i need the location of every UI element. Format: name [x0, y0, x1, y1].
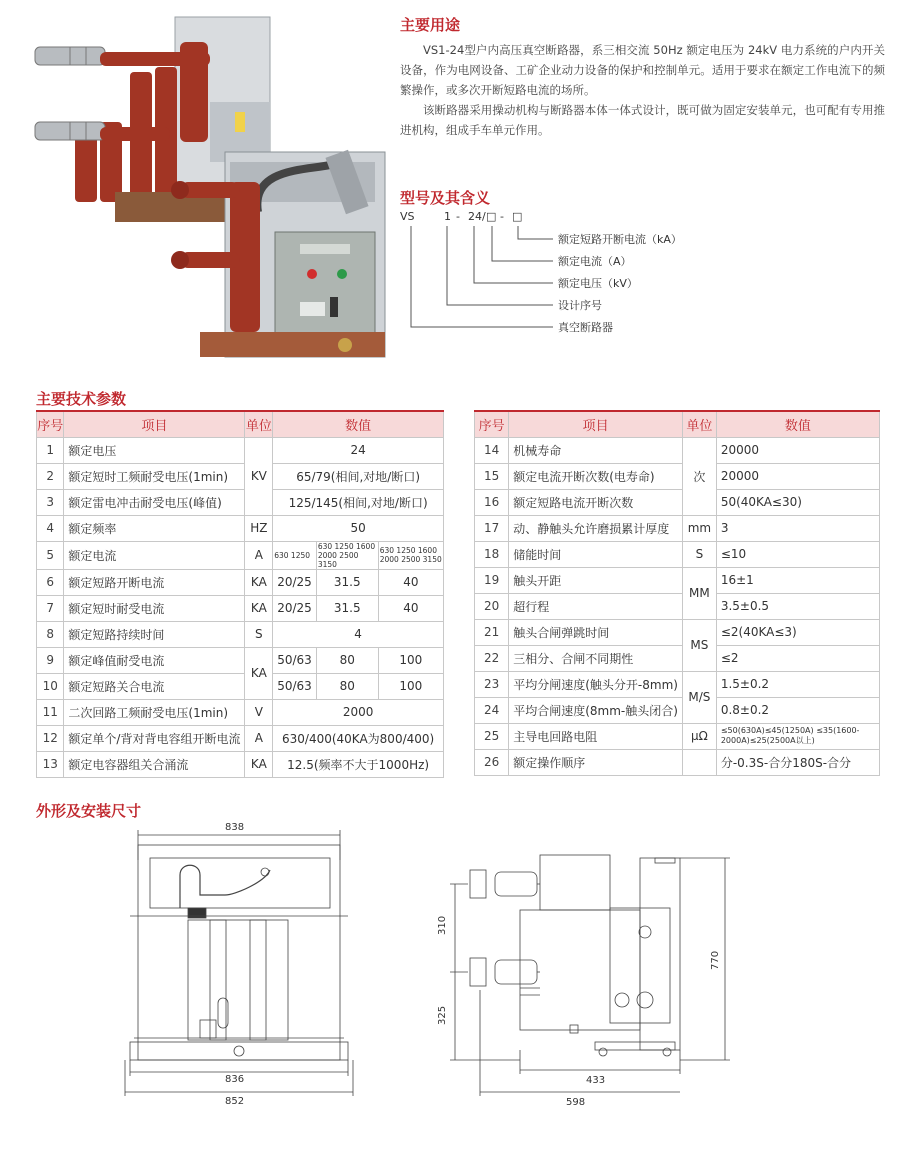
row-no: 6 — [37, 569, 64, 595]
row-unit: HZ — [245, 515, 273, 541]
row-no: 23 — [475, 671, 509, 697]
row-value-1: 20/25 — [273, 569, 317, 595]
row-no: 25 — [475, 723, 509, 749]
row-item: 额定频率 — [64, 515, 245, 541]
row-value-2: 31.5 — [316, 595, 378, 621]
row-item: 主导电回路电阻 — [509, 723, 683, 749]
row-item: 三相分、合闸不同期性 — [509, 645, 683, 671]
row-item: 额定短时工频耐受电压(1min) — [64, 463, 245, 489]
row-value: 65/79(相间,对地/断口) — [273, 463, 444, 489]
row-no: 14 — [475, 437, 509, 463]
row-no: 1 — [37, 437, 64, 463]
row-no: 8 — [37, 621, 64, 647]
row-unit — [682, 749, 716, 775]
row-item: 额定峰值耐受电流 — [64, 647, 245, 673]
row-no: 21 — [475, 619, 509, 645]
table-row — [475, 437, 880, 463]
row-no: 24 — [475, 697, 509, 723]
row-value: 16±1 — [716, 567, 879, 593]
col-header-value: 数值 — [273, 411, 444, 437]
code-dash-2: - — [500, 210, 504, 223]
row-unit: A — [245, 541, 273, 569]
row-no: 11 — [37, 699, 64, 725]
dim-side-770: 770 — [710, 950, 721, 970]
row-value-3: 100 — [378, 673, 443, 699]
row-unit: V — [245, 699, 273, 725]
row-item: 平均分闸速度(触头分开-8mm) — [509, 671, 683, 697]
table-row — [37, 621, 444, 647]
dim-side-598: 598 — [566, 1097, 586, 1108]
model-code-diagram — [398, 206, 728, 336]
col-header-item: 项目 — [509, 411, 683, 437]
table-row — [37, 725, 444, 751]
table-row — [37, 595, 444, 621]
dim-front-outer: 852 — [225, 1096, 245, 1107]
specs-title: 主要技术参数 — [36, 390, 127, 408]
row-value: 1.5±0.2 — [716, 671, 879, 697]
row-item: 动、静触头允许磨损累计厚度 — [509, 515, 683, 541]
row-item: 额定雷电冲击耐受电压(峰值) — [64, 489, 245, 515]
row-no: 15 — [475, 463, 509, 489]
row-value: ≤2 — [716, 645, 879, 671]
row-item: 超行程 — [509, 593, 683, 619]
row-value: 24 — [273, 437, 444, 463]
row-value-1: 50/63 — [273, 647, 317, 673]
code-vs: VS — [400, 210, 415, 223]
row-item: 额定短路电流开断次数 — [509, 489, 683, 515]
row-no: 7 — [37, 595, 64, 621]
spec-table-right — [474, 410, 880, 776]
row-no: 16 — [475, 489, 509, 515]
row-item: 储能时间 — [509, 541, 683, 567]
row-unit: 次 — [682, 437, 716, 515]
row-value: 50(40KA≤30) — [716, 489, 879, 515]
dim-front-top: 838 — [225, 822, 245, 833]
model-title: 型号及其含义 — [400, 189, 491, 207]
row-value: 125/145(相间,对地/断口) — [273, 489, 444, 515]
row-no: 26 — [475, 749, 509, 775]
row-value-2: 80 — [316, 647, 378, 673]
table-row — [37, 569, 444, 595]
code-box-breaking: □ — [512, 210, 523, 223]
table-row — [37, 463, 444, 489]
code-dash-1: - — [456, 210, 460, 223]
row-item: 额定单个/背对背电容组开断电流 — [64, 725, 245, 751]
row-unit: M/S — [682, 671, 716, 723]
table-row — [475, 645, 880, 671]
dim-side-310: 310 — [437, 915, 448, 935]
row-item: 额定短时耐受电流 — [64, 595, 245, 621]
row-no: 4 — [37, 515, 64, 541]
row-value-3: 630 1250 1600 2000 2500 3150 — [378, 541, 443, 569]
row-no: 20 — [475, 593, 509, 619]
row-no: 19 — [475, 567, 509, 593]
col-header-no: 序号 — [475, 411, 509, 437]
table-row — [475, 749, 880, 775]
row-value: 20000 — [716, 437, 879, 463]
table-row — [37, 541, 444, 569]
row-value-1: 50/63 — [273, 673, 317, 699]
row-no: 13 — [37, 751, 64, 777]
row-value: 0.8±0.2 — [716, 697, 879, 723]
dims-title: 外形及安装尺寸 — [36, 802, 142, 820]
row-value: ≤2(40KA≤3) — [716, 619, 879, 645]
row-unit: S — [245, 621, 273, 647]
dimension-drawing — [100, 820, 860, 1135]
table-row — [475, 567, 880, 593]
row-value: 4 — [273, 621, 444, 647]
model-label-current: 额定电流（A） — [558, 255, 632, 268]
row-no: 9 — [37, 647, 64, 673]
row-unit: KA — [245, 751, 273, 777]
row-value-1: 630 1250 — [273, 541, 317, 569]
row-unit: S — [682, 541, 716, 567]
row-no: 17 — [475, 515, 509, 541]
model-label-breaking: 额定短路开断电流（kA） — [558, 233, 682, 246]
spec-table-left — [36, 410, 444, 778]
row-item: 额定短路持续时间 — [64, 621, 245, 647]
table-row — [475, 593, 880, 619]
row-unit: MM — [682, 567, 716, 619]
code-voltage: 24/ — [468, 210, 486, 223]
row-no: 18 — [475, 541, 509, 567]
row-item: 二次回路工频耐受电压(1min) — [64, 699, 245, 725]
row-item: 额定电流开断次数(电寿命) — [509, 463, 683, 489]
table-row — [37, 489, 444, 515]
table-row — [475, 515, 880, 541]
row-item: 机械寿命 — [509, 437, 683, 463]
row-value: ≤10 — [716, 541, 879, 567]
row-value-3: 40 — [378, 595, 443, 621]
row-item: 平均合闸速度(8mm-触头闭合) — [509, 697, 683, 723]
row-unit: KV — [245, 437, 273, 515]
dim-side-325: 325 — [437, 1005, 448, 1025]
dim-side-433: 433 — [586, 1075, 606, 1086]
row-value: 3 — [716, 515, 879, 541]
table-row — [37, 751, 444, 777]
row-unit: KA — [245, 595, 273, 621]
row-value: 3.5±0.5 — [716, 593, 879, 619]
row-item: 触头合闸弹跳时间 — [509, 619, 683, 645]
col-header-value: 数值 — [716, 411, 879, 437]
row-value-2: 80 — [316, 673, 378, 699]
table-row — [475, 723, 880, 749]
model-label-voltage: 额定电压（kV） — [558, 277, 638, 290]
table-row — [37, 437, 444, 463]
row-no: 12 — [37, 725, 64, 751]
table-row — [37, 673, 444, 699]
table-row — [475, 489, 880, 515]
row-value-3: 100 — [378, 647, 443, 673]
table-row — [475, 541, 880, 567]
row-item: 额定电流 — [64, 541, 245, 569]
product-photo — [30, 12, 395, 362]
table-row — [37, 699, 444, 725]
row-item: 额定操作顺序 — [509, 749, 683, 775]
usage-title: 主要用途 — [400, 16, 461, 34]
row-no: 22 — [475, 645, 509, 671]
row-no: 3 — [37, 489, 64, 515]
model-label-design: 设计序号 — [558, 299, 602, 312]
row-unit: μΩ — [682, 723, 716, 749]
col-header-unit: 单位 — [682, 411, 716, 437]
code-design: 1 — [444, 210, 451, 223]
row-value-2: 630 1250 1600 2000 2500 3150 — [316, 541, 378, 569]
row-item: 额定电容器组关合涌流 — [64, 751, 245, 777]
row-value-1: 20/25 — [273, 595, 317, 621]
row-unit: KA — [245, 647, 273, 699]
col-header-unit: 单位 — [245, 411, 273, 437]
col-header-item: 项目 — [64, 411, 245, 437]
row-value: 20000 — [716, 463, 879, 489]
row-unit: KA — [245, 569, 273, 595]
row-value: ≤50(630A)≤45(1250A) ≤35(1600-2000A)≤25(2500A以上) — [716, 723, 879, 749]
row-value-2: 31.5 — [316, 569, 378, 595]
table-row — [475, 697, 880, 723]
dim-front-inner: 836 — [225, 1074, 245, 1085]
row-value: 50 — [273, 515, 444, 541]
model-label-vacuum: 真空断路器 — [558, 321, 613, 334]
row-unit: MS — [682, 619, 716, 671]
table-row — [37, 515, 444, 541]
row-value: 分-0.3S-合分180S-合分 — [716, 749, 879, 775]
table-row — [37, 647, 444, 673]
row-value: 12.5(频率不大于1000Hz) — [273, 751, 444, 777]
code-box-current: □ — [486, 210, 497, 223]
row-unit: mm — [682, 515, 716, 541]
row-value: 2000 — [273, 699, 444, 725]
table-row — [475, 619, 880, 645]
usage-paragraph-2: 该断路器采用操动机构与断路器本体一体式设计，既可做为固定安装单元，也可配有专用推进机构，组成手车单元作用。 — [400, 103, 885, 137]
row-no: 2 — [37, 463, 64, 489]
row-item: 触头开距 — [509, 567, 683, 593]
table-row — [475, 671, 880, 697]
col-header-no: 序号 — [37, 411, 64, 437]
table-row — [475, 463, 880, 489]
usage-paragraph-1: VS1-24型户内高压真空断路器，系三相交流 50Hz 额定电压为 24kV 电力系统的户内开关设备，作为电网设备、工矿企业动力设备的保护和控制单元。适用于要求在额定工作电流下的频繁操作，或多次开断短路电流的场所。 — [400, 43, 885, 97]
row-no: 5 — [37, 541, 64, 569]
row-item: 额定短路关合电流 — [64, 673, 245, 699]
row-no: 10 — [37, 673, 64, 699]
row-item: 额定短路开断电流 — [64, 569, 245, 595]
row-value: 630/400(40KA为800/400) — [273, 725, 444, 751]
row-item: 额定电压 — [64, 437, 245, 463]
row-unit: A — [245, 725, 273, 751]
row-value-3: 40 — [378, 569, 443, 595]
